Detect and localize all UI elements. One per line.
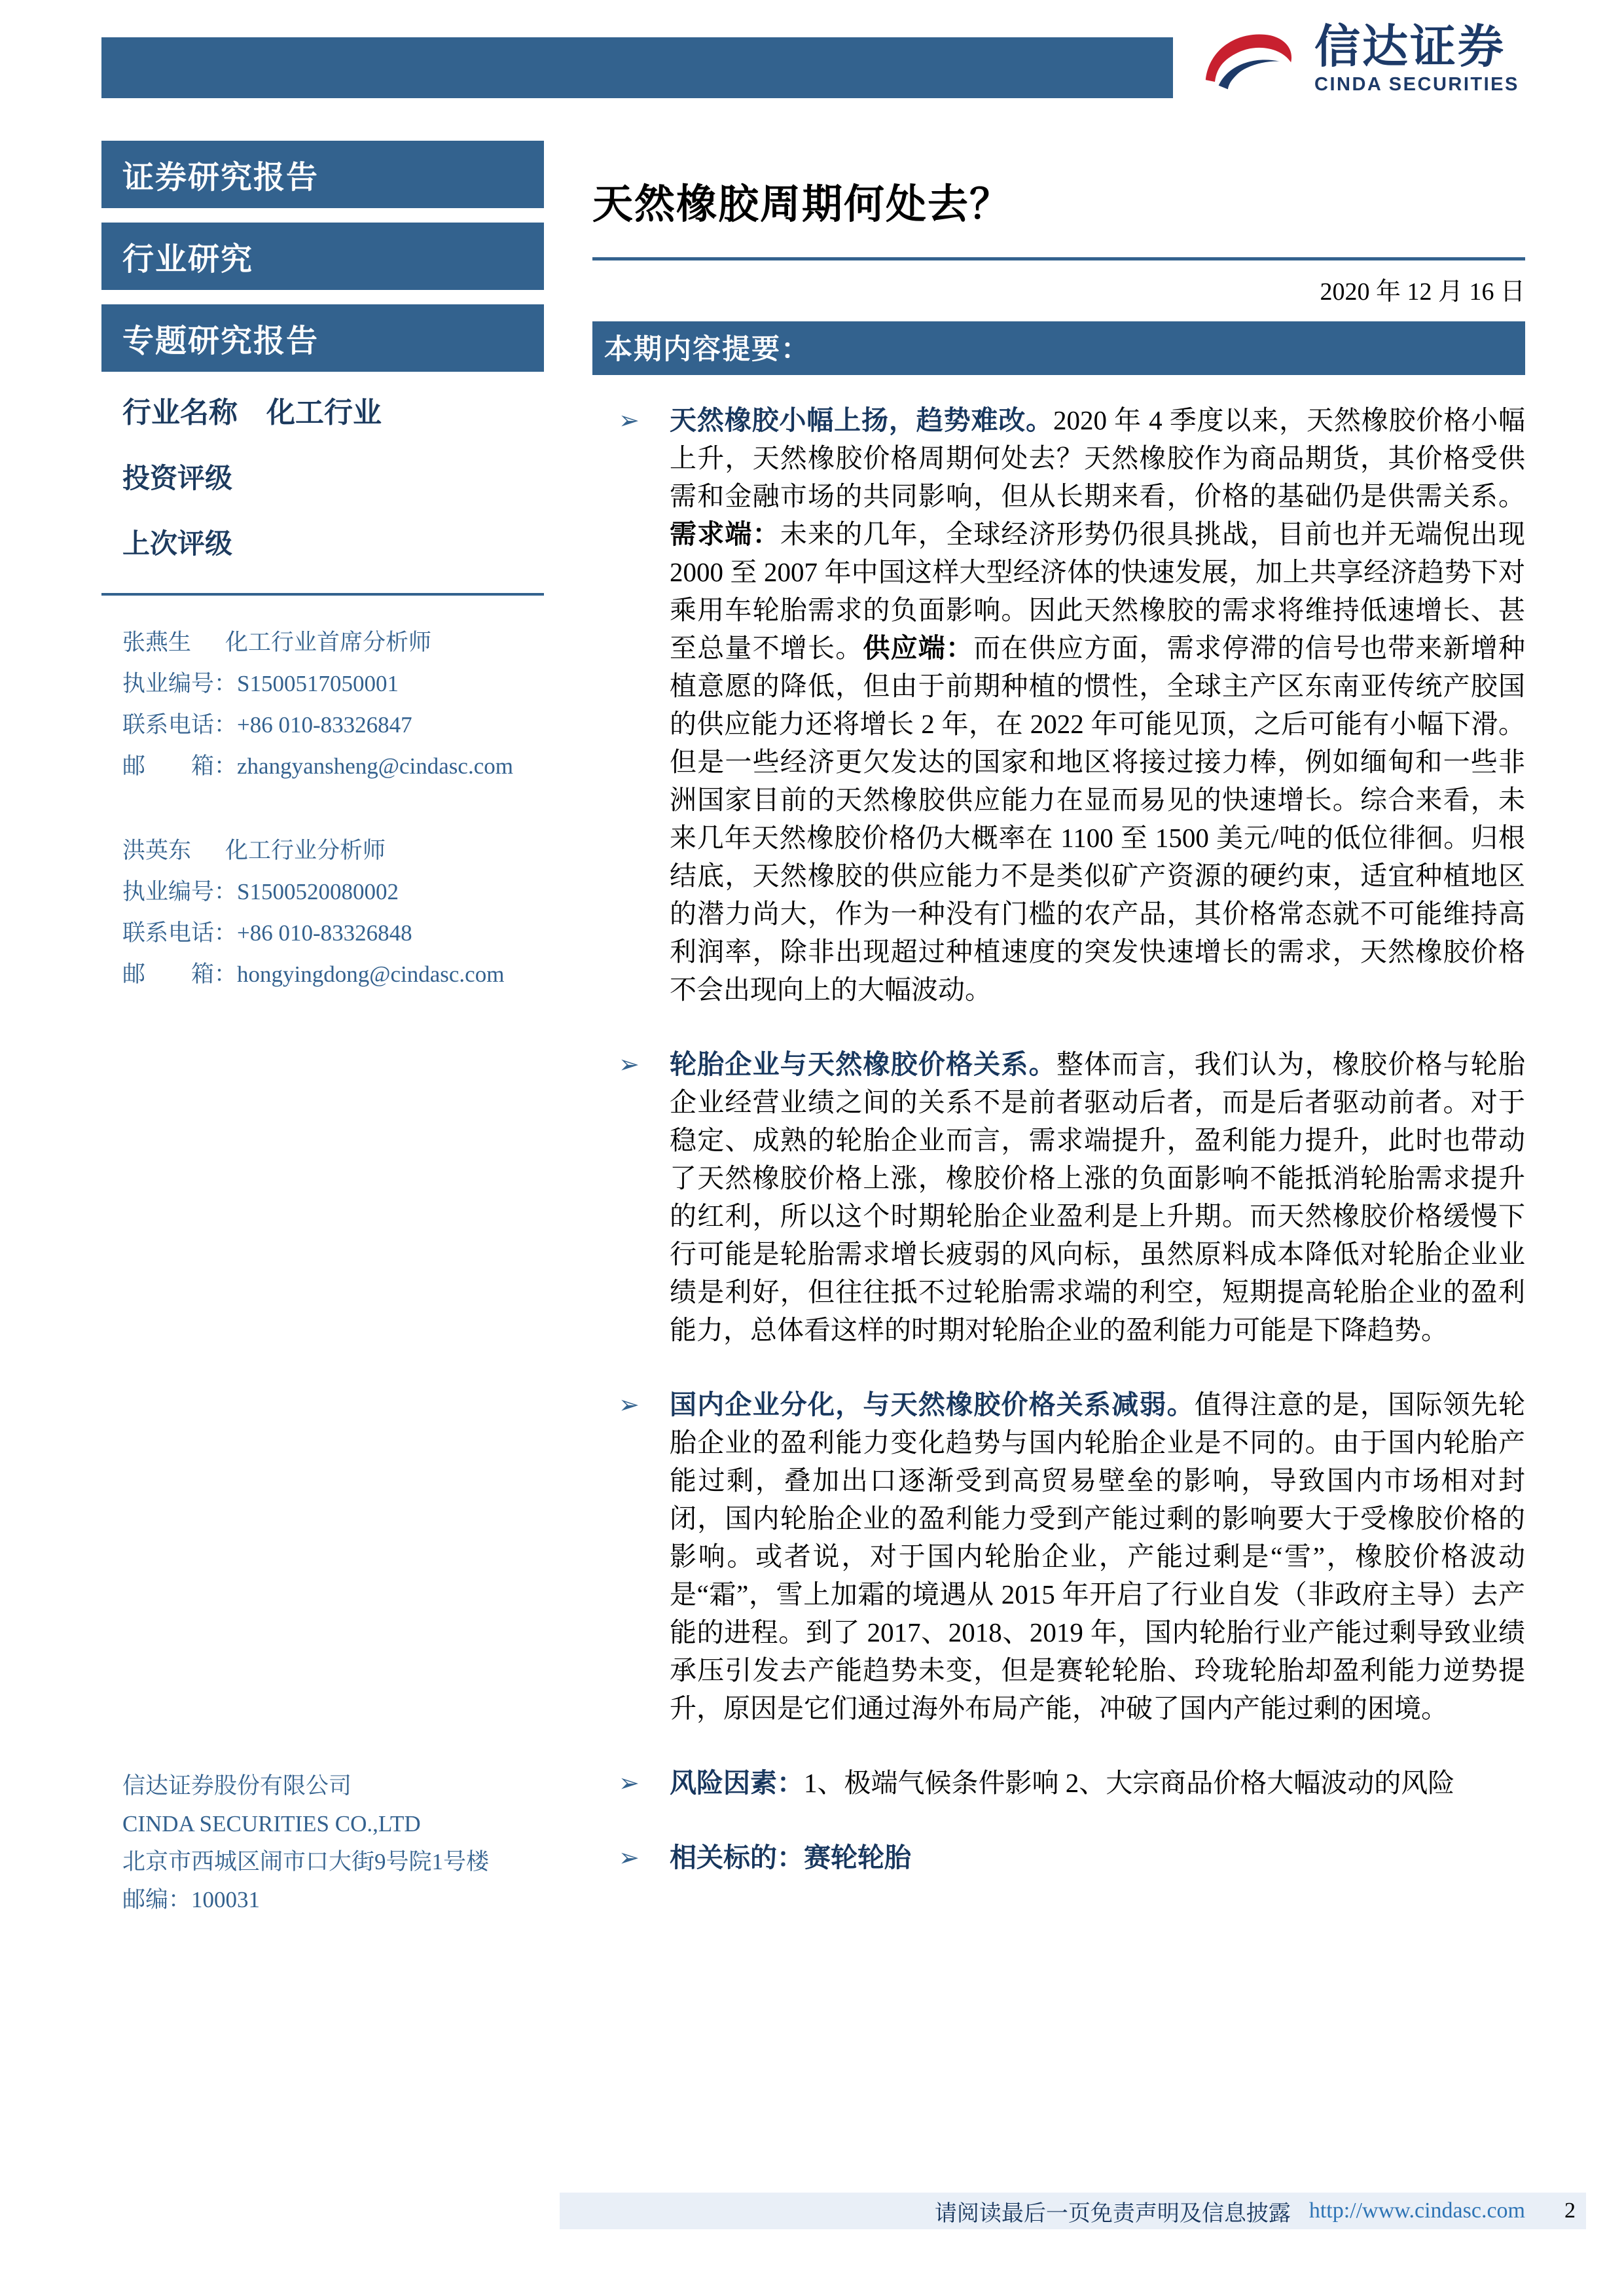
top-banner-bar — [101, 37, 1173, 98]
summary-header-bar: 本期内容提要： — [592, 321, 1525, 375]
bullet-text — [670, 1045, 1525, 1349]
company-info — [122, 1767, 489, 1919]
summary-bullet — [592, 401, 1525, 1009]
bullet-segment: 而在供应方面，需求停滞的信号也带来新增种植意愿的降低，但由于前期种植的惯性，全球主产区东南亚传统产胶国的供应能力还将增长 2 年，在 2022 年可能见顶，之后可能有小幅下滑。但是一些经济更欠发达的国家和地区将接过接力棒，例如缅甸和一些非洲国家目前的天然橡胶供应能力在显而易见的快速增长。综合来看，未来几年天然橡胶价格仍大概率在 1100 至 1500 美元/吨的低位徘徊。归根结底，天然橡胶的供应能力不是类似矿产资源的硬约束，适宜种植地区的潜力尚大，作为一种没有门槛的农产品，其价格常态就不可能维持高利润率，除非出现超过种植速度的突发快速增长的需求，天然橡胶价格不会出现向上的大幅波动。 — [670, 633, 1526, 1005]
sidebar — [101, 141, 544, 995]
page-title: 天然橡胶周期何处去？ — [592, 182, 1012, 227]
industry-name-row — [101, 389, 544, 431]
bullet-lead: 轮胎企业与天然橡胶价格关系。 — [670, 1049, 1056, 1079]
analyst-cert: 执业编号：S1500520080002 — [122, 879, 399, 905]
bullet-text — [670, 401, 1525, 1009]
company-postcode: 邮编：100031 — [122, 1887, 261, 1912]
footer-band — [560, 2193, 1586, 2229]
footer-disclaimer: 请阅读最后一页免责声明及信息披露 — [934, 2201, 1291, 2226]
logo-cn-text: 信达证券 — [1314, 22, 1506, 73]
sidebar-box-research-category: 行业研究 — [101, 223, 544, 290]
company-name-cn: 信达证券股份有限公司 — [122, 1773, 352, 1799]
analyst-email: 邮 箱：hongyingdong@cindasc.com — [122, 961, 505, 987]
analyst-card — [101, 622, 544, 787]
company-address: 北京市西城区闹市口大街9号院1号楼 — [122, 1849, 490, 1874]
logo-text — [1314, 24, 1519, 96]
bullet-text — [670, 1386, 1525, 1727]
industry-name-label: 行业名称 — [122, 397, 238, 429]
bullet-text — [670, 1839, 1525, 1876]
company-name-en: CINDA SECURITIES CO.,LTD — [122, 1811, 421, 1837]
analyst-email: 邮 箱：zhangyansheng@cindasc.com — [122, 753, 513, 779]
analyst-phone: 联系电话：+86 010-83326847 — [122, 712, 412, 738]
company-logo — [1193, 20, 1519, 99]
bullet-bold-segment: 需求端： — [670, 519, 780, 549]
sidebar-divider — [101, 593, 544, 596]
bullet-lead: 国内企业分化，与天然橡胶价格关系减弱。 — [670, 1390, 1195, 1420]
bullet-segment: 整体而言，我们认为，橡胶价格与轮胎企业经营业绩之间的关系不是前者驱动后者，而是后者驱动前者。对于稳定、成熟的轮胎企业而言，需求端提升，盈利能力提升，此时也带动了天然橡胶价格上涨，橡胶价格上涨的负面影响不能抵消轮胎需求提升的红利，所以这个时期轮胎企业盈利是上升期。而天然橡胶价格缓慢下行可能是轮胎需求增长疲弱的风向标，虽然原料成本降低对轮胎企业业绩是利好，但往往抵不过轮胎需求端的利空，短期提高轮胎企业的盈利能力，总体看这样的时期对轮胎企业的盈利能力可能是下降趋势。 — [670, 1049, 1526, 1345]
arrow-bullet-icon: ➢ — [619, 1390, 640, 1419]
summary-bullet — [592, 1764, 1525, 1802]
arrow-bullet-icon: ➢ — [619, 406, 640, 435]
analyst-title: 化工行业首席分析师 — [225, 630, 432, 655]
bullet-segment: 未来的几年，全球经济形势仍很具挑战，目前也并无端倪出现 2000 至 2007 年中国这样大型经济体的快速发展，加上共享经济趋势下对乘用车轮胎需求的负面影响。因此天然橡胶的需求将维持低速增长、甚至总量不增长。 — [670, 519, 1526, 663]
logo-swoosh-icon — [1193, 20, 1304, 99]
bullet-bold-segment: 供应端： — [863, 633, 974, 663]
investment-rating-label: 投资评级 — [122, 464, 233, 494]
summary-bullet — [592, 1386, 1525, 1727]
analyst-name: 洪英东 — [122, 838, 192, 863]
sidebar-box-report-series: 专题研究报告 — [101, 304, 544, 372]
summary-bullets — [592, 401, 1525, 1876]
bullet-lead: 相关标的： — [670, 1842, 804, 1873]
sidebar-box-report-type: 证券研究报告 — [101, 141, 544, 208]
analyst-card — [101, 830, 544, 995]
report-date: 2020 年 12 月 16 日 — [1320, 278, 1525, 306]
bullet-lead: 天然橡胶小幅上扬，趋势难改。 — [670, 405, 1054, 435]
analyst-cert: 执业编号：S1500517050001 — [122, 671, 399, 696]
analyst-phone: 联系电话：+86 010-83326848 — [122, 920, 412, 946]
arrow-bullet-icon: ➢ — [619, 1843, 640, 1872]
related-ticker: 赛轮轮胎 — [804, 1842, 911, 1873]
summary-bullet — [592, 1045, 1525, 1349]
summary-bullet — [592, 1839, 1525, 1876]
industry-name-value: 化工行业 — [266, 397, 382, 429]
analyst-name-row — [122, 622, 544, 663]
bullet-text — [670, 1764, 1525, 1802]
analyst-name-row — [122, 830, 544, 871]
arrow-bullet-icon: ➢ — [619, 1050, 640, 1079]
footer-page-number: 2 — [1564, 2198, 1576, 2223]
bullet-segment: 2020 年 4 季度以来，天然橡胶价格小幅上升，天然橡胶价格周期何处去？天然橡胶作为商品期货，其价格受供需和金融市场的共同影响，但从长期来看，价格的基础仍是供需关系。 — [670, 405, 1525, 511]
main-content — [592, 171, 1525, 1913]
bullet-segment: 值得注意的是，国际领先轮胎企业的盈利能力变化趋势与国内轮胎企业是不同的。由于国内轮胎产能过剩，叠加出口逐渐受到高贸易壁垒的影响，导致国内市场相对封闭，国内轮胎企业的盈利能力受到产能过剩的影响要大于受橡胶价格的影响。或者说，对于国内轮胎企业，产能过剩是“雪”，橡胶价格波动是“霜”，雪上加霜的境遇从 2015 年开启了行业自发（非政府主导）去产能的进程。到了 2017、2018、2019 年，国内轮胎行业产能过剩导致业绩承压引发去产能趋势未变，但是赛轮轮胎、玲珑轮胎却盈利能力逆势提升，原因是它们通过海外布局产能，冲破了国内产能过剩的困境。 — [670, 1390, 1526, 1723]
bullet-segment: 1、极端气候条件影响 2、大宗商品价格大幅波动的风险 — [804, 1768, 1455, 1798]
footer-url-link[interactable]: http://www.cindasc.com — [1308, 2198, 1525, 2223]
logo-en-text: CINDA SECURITIES — [1314, 74, 1519, 96]
analyst-title: 化工行业分析师 — [225, 838, 386, 863]
previous-rating-label: 上次评级 — [122, 529, 233, 560]
arrow-bullet-icon: ➢ — [619, 1768, 640, 1797]
analyst-name: 张燕生 — [122, 630, 192, 655]
bullet-lead: 风险因素： — [670, 1768, 804, 1798]
title-rule — [592, 257, 1525, 260]
